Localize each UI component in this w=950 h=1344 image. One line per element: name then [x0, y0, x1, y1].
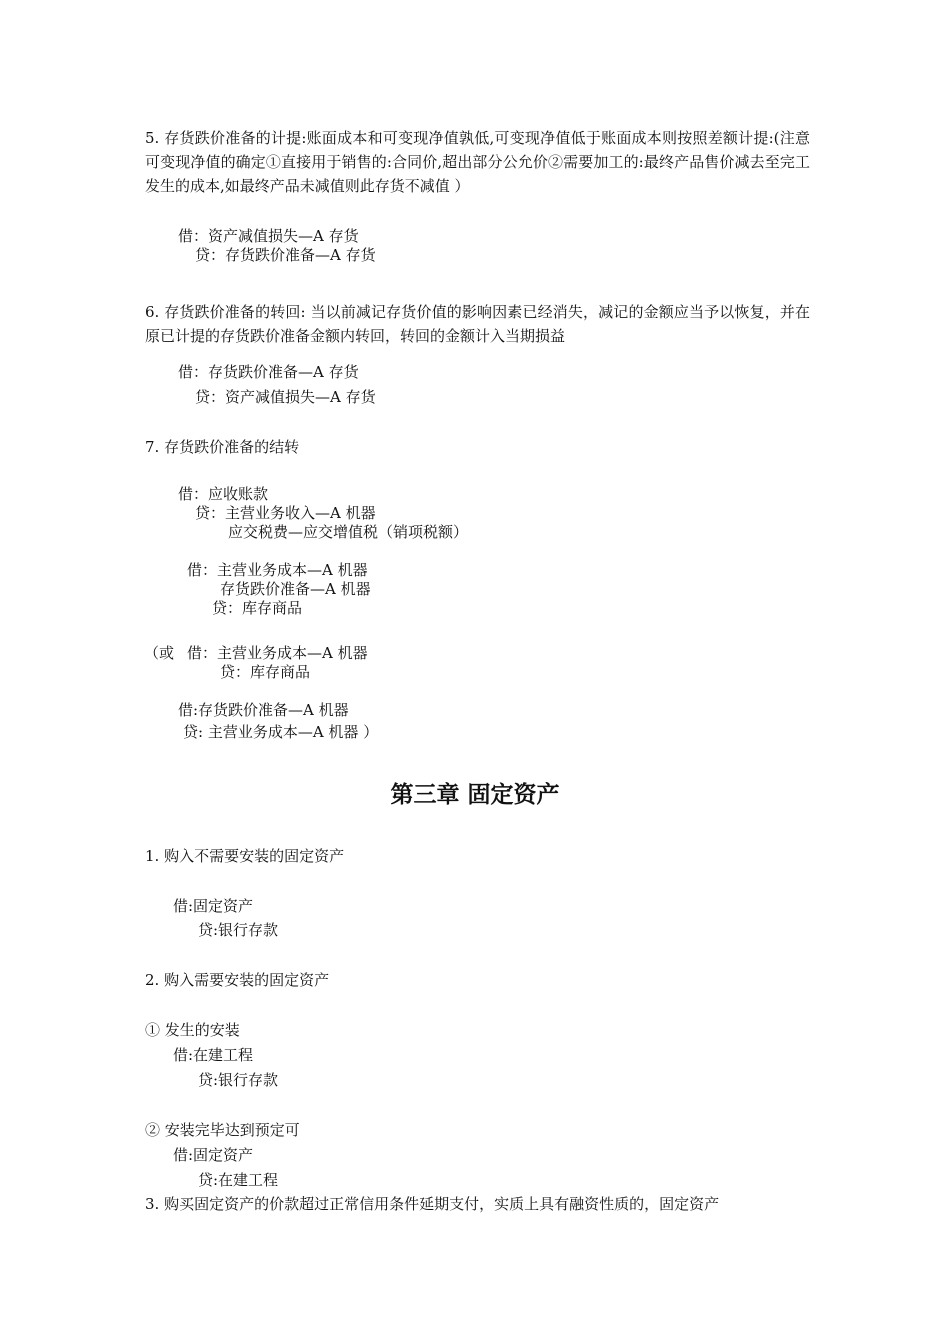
journal-credit: 贷：存货跌价准备—A 存货: [195, 246, 376, 264]
step-label: ① 发生的安装: [145, 1021, 240, 1039]
section-title: 1. 购入不需要安装的固定资产: [145, 847, 345, 865]
paragraph-inventory-provision: 5. 存货跌价准备的计提:账面成本和可变现净值孰低,可变现净值低于账面成本则按照差额计提:(注意可变现净值的确定①直接用于销售的:合同价,超出部分公允价②需要加工的:最终产品售价减去至完工发生的成本,如最终产品未减值则此存货不减值 ）: [145, 129, 810, 195]
journal-debit: 借：存货跌价准备—A 存货: [178, 363, 359, 381]
step-label: ② 安装完毕达到预定可: [145, 1121, 300, 1139]
section-title: 2. 购入需要安装的固定资产: [145, 971, 330, 989]
paragraph-provision-reversal: 6. 存货跌价准备的转回: 当以前减记存货价值的影响因素已经消失，减记的金额应当予以恢复，并在原已计提的存货跌价准备金额内转回，转回的金额计入当期损益: [145, 303, 810, 345]
journal-debit: 借:固定资产: [173, 1146, 254, 1164]
journal-credit: 贷:银行存款: [198, 1071, 279, 1089]
journal-credit: 贷：库存商品: [220, 663, 311, 681]
journal-credit: 贷：资产减值损失—A 存货: [195, 388, 376, 406]
journal-credit: 贷:在建工程: [198, 1171, 279, 1189]
journal-credit: 贷:银行存款: [198, 921, 279, 939]
journal-credit: 应交税费—应交增值税（销项税额）: [228, 523, 469, 541]
journal-credit: 贷：主营业务收入—A 机器: [195, 504, 376, 522]
journal-debit: 借:在建工程: [173, 1046, 254, 1064]
journal-debit: 借：主营业务成本—A 机器: [187, 561, 368, 579]
chapter-title: 第三章 固定资产: [390, 782, 560, 808]
section-title: 3. 购买固定资产的价款超过正常信用条件延期支付，实质上具有融资性质的，固定资产: [145, 1195, 720, 1213]
journal-debit: 借：应收账款: [178, 485, 269, 503]
alternative-open: （或: [144, 644, 175, 662]
journal-debit: 借:存货跌价准备—A 机器: [178, 701, 349, 719]
journal-debit: 借：资产减值损失—A 存货: [178, 227, 359, 245]
journal-debit: 借：主营业务成本—A 机器: [187, 644, 368, 662]
journal-credit: 贷: 主营业务成本—A 机器 ）: [183, 723, 379, 741]
journal-debit: 借:固定资产: [173, 897, 254, 915]
section-title: 7. 存货跌价准备的结转: [145, 438, 300, 456]
journal-credit: 贷：库存商品: [212, 599, 303, 617]
journal-debit: 存货跌价准备—A 机器: [220, 580, 371, 598]
